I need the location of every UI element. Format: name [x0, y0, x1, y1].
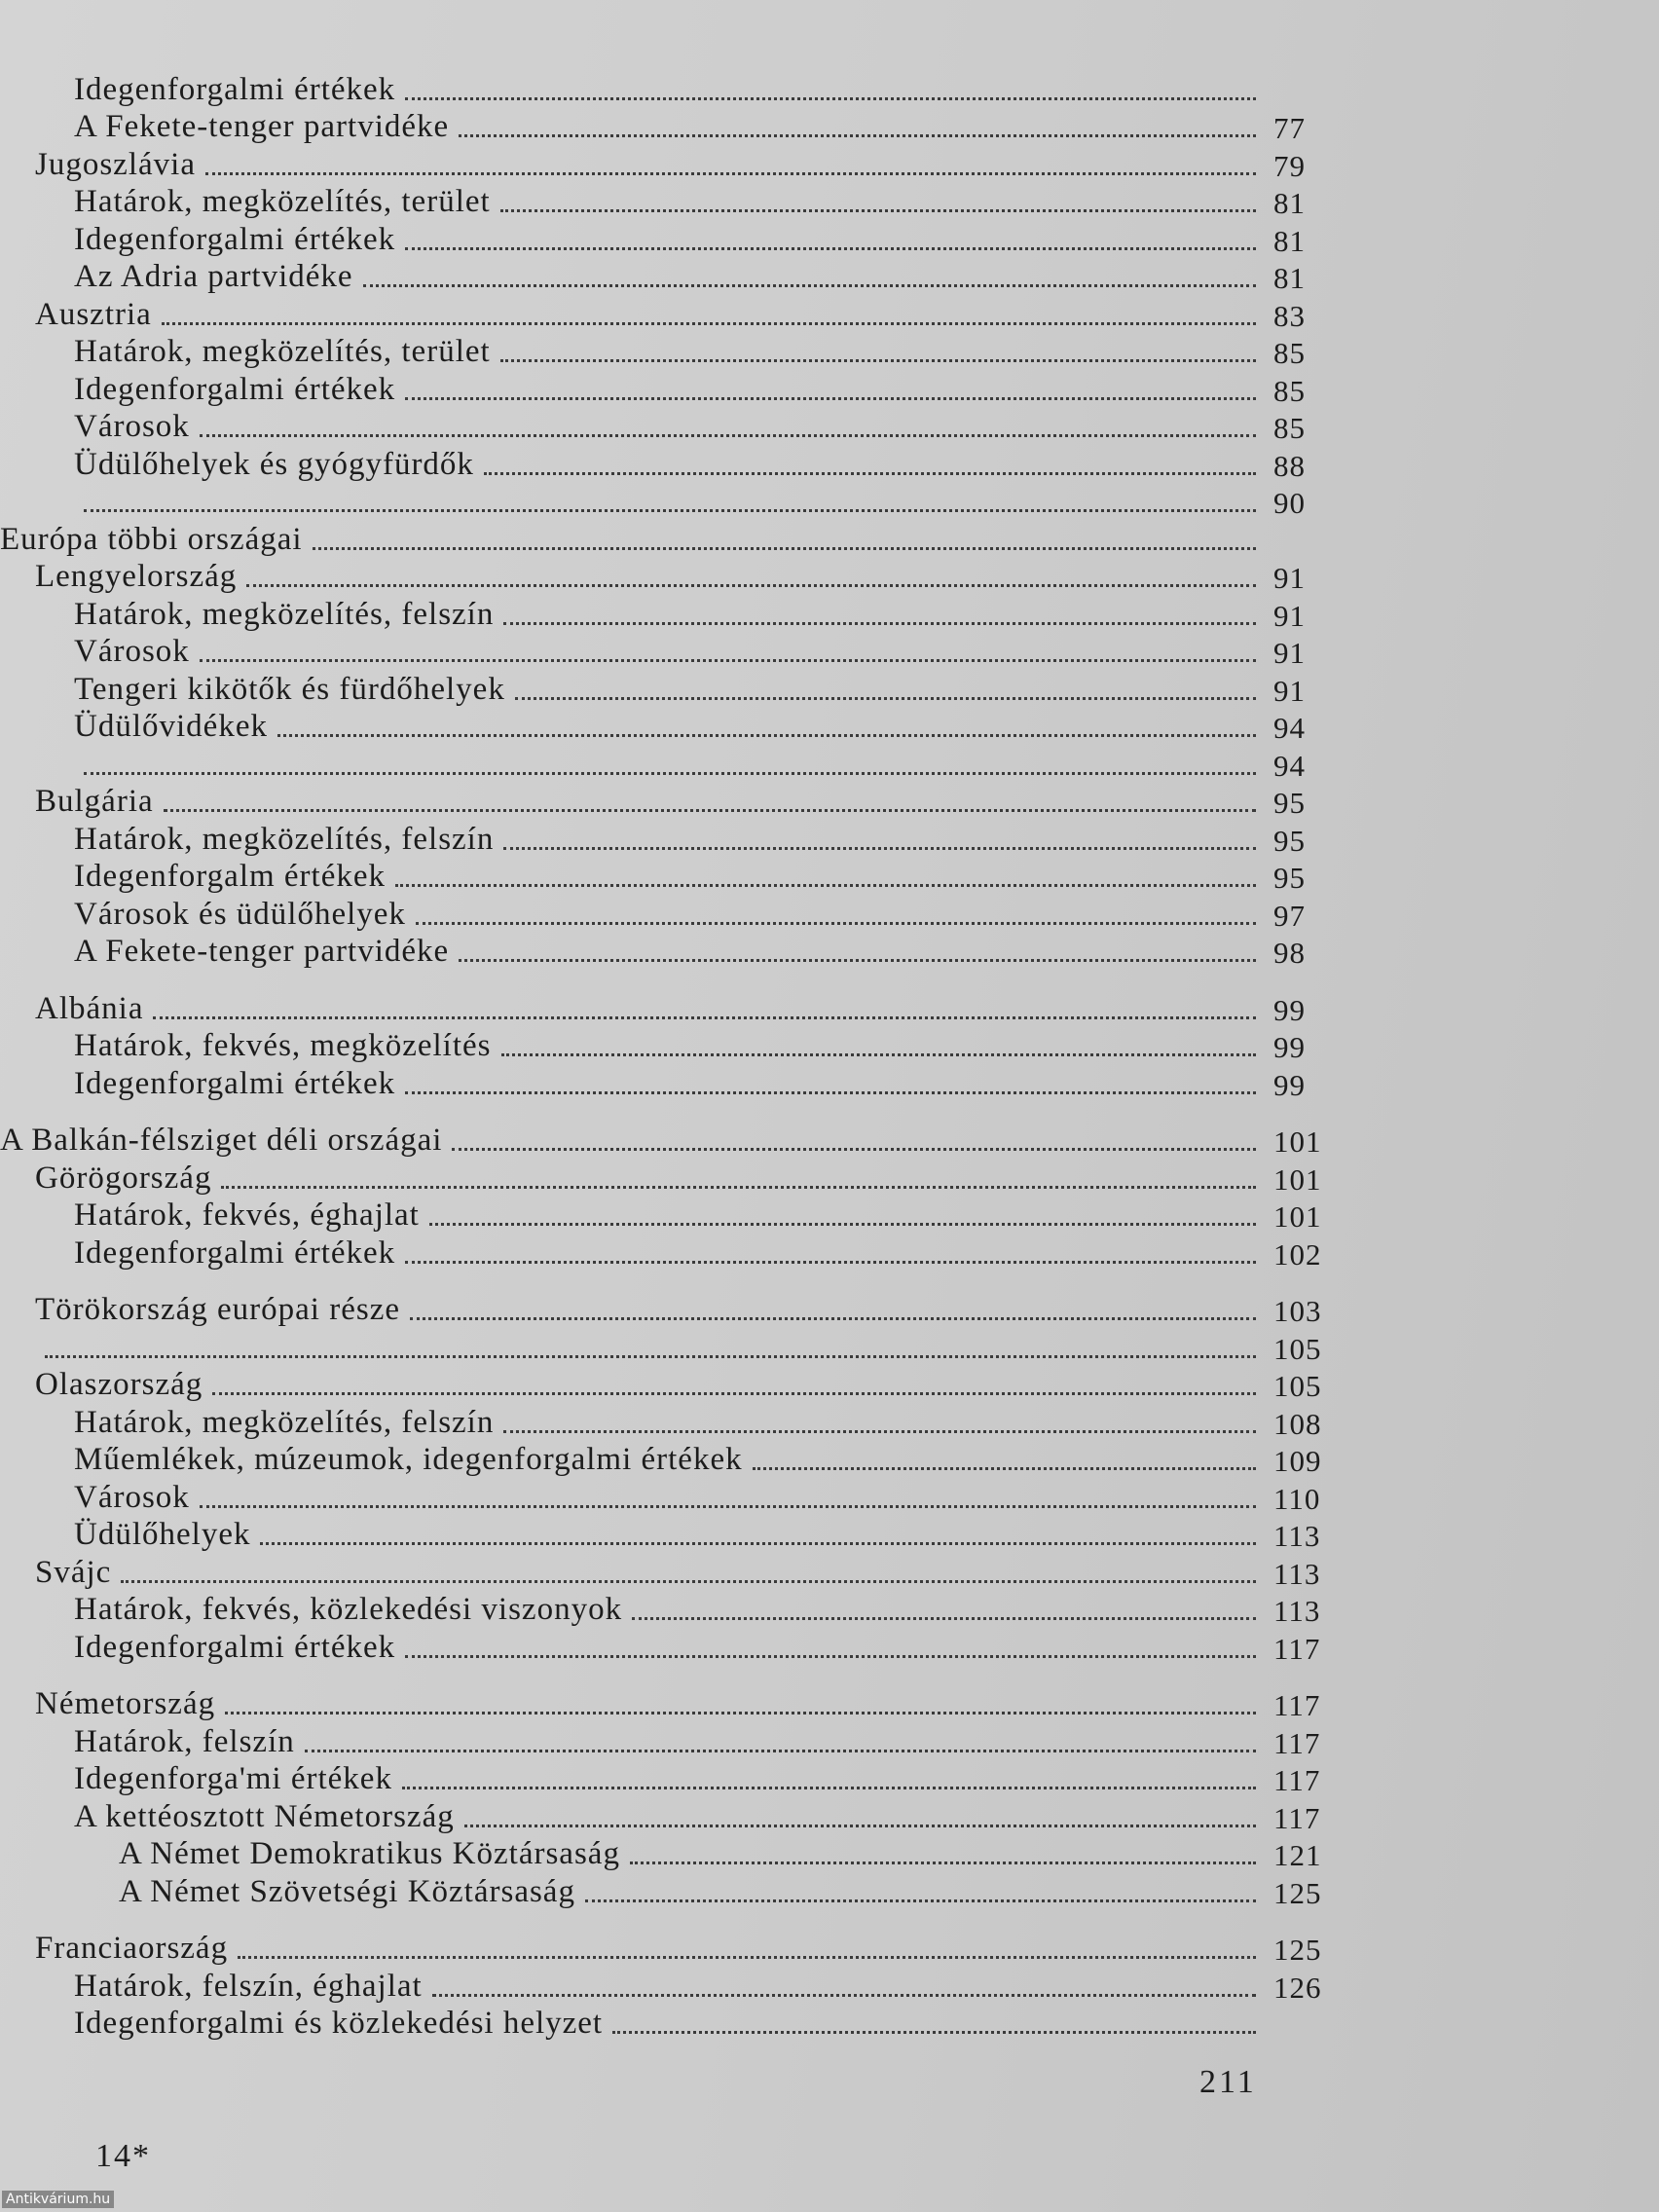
toc-entry	[0, 1795, 1334, 1833]
toc-entry-page-number: 105	[1273, 1331, 1322, 1366]
toc-entry-title: Határok, megközelítés, terület	[74, 334, 491, 369]
toc-entry	[0, 1439, 1334, 1477]
toc-entry-page-number: 117	[1273, 1725, 1321, 1760]
toc-entry	[0, 1626, 1334, 1664]
signature-mark: 14*	[95, 2138, 151, 2174]
toc-entry-title: Városok	[74, 634, 190, 669]
toc-entry-page-number: 126	[1273, 1970, 1322, 2005]
toc-entry-title: Határok, fekvés, éghajlat	[74, 1198, 420, 1233]
toc-entry-page-number: 102	[1273, 1236, 1322, 1272]
toc-entry-title: A Német Szövetségi Köztársaság	[119, 1873, 575, 1909]
dot-leader	[200, 659, 1256, 662]
dot-leader	[405, 1091, 1256, 1094]
toc-entry-title: Olaszország	[35, 1367, 203, 1402]
toc-entry-title: Idegenforgalmi értékek	[74, 71, 396, 107]
toc-entry-title: Idegenforgalm értékek	[74, 859, 386, 894]
toc-entry-title: Ausztria	[35, 296, 152, 332]
dot-leader	[464, 1825, 1256, 1827]
toc-entry	[0, 1289, 1334, 1327]
toc-entry-title: Svájc	[35, 1554, 112, 1590]
toc-entry-title: Határok, fekvés, közlekedési viszonyok	[74, 1592, 623, 1627]
toc-entry-title: Idegenforgalmi értékek	[74, 1235, 396, 1271]
toc-entry-page-number: 94	[1273, 748, 1306, 783]
dot-leader	[753, 1467, 1256, 1470]
toc-entry	[0, 368, 1334, 406]
toc-entry-page-number: 95	[1273, 823, 1306, 858]
dot-leader	[503, 1430, 1256, 1433]
toc-entry	[0, 1833, 1334, 1871]
dot-leader	[225, 1712, 1256, 1714]
toc-entry	[0, 106, 1334, 144]
dot-leader	[503, 622, 1256, 625]
dot-leader	[313, 547, 1256, 550]
dot-leader	[200, 1505, 1256, 1508]
toc-entry	[0, 931, 1334, 969]
toc-entry	[0, 1364, 1334, 1402]
toc-entry-page-number: 125	[1273, 1875, 1322, 1910]
toc-entry-page-number: 121	[1273, 1838, 1322, 1872]
toc-entry-page-number: 88	[1273, 448, 1306, 483]
toc-entry-title: Törökország európai része	[35, 1292, 400, 1327]
toc-entry-title: Üdülővidékek	[74, 709, 268, 744]
dot-leader	[277, 734, 1256, 737]
toc-entry	[0, 181, 1334, 219]
dot-leader	[410, 1317, 1256, 1320]
toc-entry-title: Tengeri kikötők és fürdőhelyek	[74, 671, 505, 707]
toc-entry-title: Jugoszlávia	[35, 146, 196, 182]
dot-leader	[416, 922, 1256, 925]
dot-leader	[429, 1223, 1256, 1226]
toc-entry	[0, 743, 1334, 781]
dot-leader	[515, 697, 1256, 700]
toc-entry	[0, 1514, 1334, 1552]
toc-entry	[0, 593, 1334, 631]
toc-entry-title: Albánia	[35, 990, 144, 1026]
toc-entry-page-number: 81	[1273, 186, 1306, 220]
toc-entry-page-number: 110	[1273, 1481, 1321, 1516]
toc-entry-page-number: 85	[1273, 336, 1306, 370]
toc-entry	[0, 1589, 1334, 1627]
toc-entry-page-number: 98	[1273, 936, 1306, 970]
dot-leader	[405, 247, 1256, 250]
toc-entry	[0, 1120, 1334, 1158]
dot-leader	[153, 1016, 1256, 1019]
toc-entry-page-number: 90	[1273, 486, 1306, 520]
toc-entry	[0, 218, 1334, 256]
toc-entry-page-number: 97	[1273, 898, 1306, 933]
dot-leader	[395, 884, 1256, 887]
dot-leader	[503, 847, 1256, 850]
toc-entry-title: A Balkán-félsziget déli országai	[0, 1123, 443, 1158]
toc-entry-title: Idegenforgalmi és közlekedési helyzet	[74, 2006, 604, 2041]
toc-entry	[0, 331, 1334, 369]
toc-entry	[0, 556, 1334, 594]
toc-entry-title: Európa többi országai	[0, 521, 303, 557]
toc-entry-page-number: 91	[1273, 598, 1306, 633]
toc-entry	[0, 1326, 1334, 1364]
toc-entry-title: Franciaország	[35, 1931, 229, 1966]
toc-entry	[0, 1870, 1334, 1908]
toc-entry-page-number: 117	[1273, 1800, 1321, 1835]
toc-entry-title: Lengyelország	[35, 559, 238, 594]
toc-entry-page-number: 108	[1273, 1406, 1322, 1441]
dot-leader	[500, 359, 1256, 362]
toc-entry-page-number: 117	[1273, 1688, 1321, 1722]
dot-leader	[45, 1355, 1256, 1358]
toc-entry	[0, 1758, 1334, 1796]
toc-entry-page-number: 109	[1273, 1444, 1322, 1478]
dot-leader	[405, 97, 1256, 100]
toc-entry	[0, 481, 1334, 519]
toc-entry-title: Határok, felszín	[74, 1723, 295, 1759]
toc-entry	[0, 1062, 1334, 1100]
toc-entry	[0, 706, 1334, 744]
toc-entry	[0, 293, 1334, 331]
dot-leader	[212, 1392, 1256, 1395]
toc-entry-title: Városok	[74, 409, 190, 444]
toc-entry-page-number: 101	[1273, 1124, 1322, 1159]
toc-entry	[0, 1195, 1334, 1233]
toc-entry-title: Határok, megközelítés, terület	[74, 184, 491, 219]
toc-entry-page-number: 101	[1273, 1161, 1322, 1197]
dot-leader	[484, 472, 1256, 475]
dot-leader	[632, 1617, 1256, 1620]
toc-entry	[0, 1025, 1334, 1063]
dot-leader	[246, 584, 1256, 587]
dot-leader	[432, 1994, 1256, 1997]
dot-leader	[500, 209, 1256, 212]
dot-leader	[405, 1655, 1256, 1658]
dot-leader	[305, 1750, 1256, 1752]
toc-entry-page-number: 101	[1273, 1199, 1322, 1234]
toc-entry-title: Idegenforgalmi értékek	[74, 1065, 396, 1101]
toc-entry-page-number: 91	[1273, 561, 1306, 595]
toc-entry-page-number: 99	[1273, 1030, 1306, 1064]
dot-leader	[612, 2031, 1256, 2034]
dot-leader	[221, 1186, 1256, 1189]
toc-entry-page-number: 105	[1273, 1369, 1322, 1403]
dot-leader	[405, 1261, 1256, 1264]
dot-leader	[121, 1580, 1256, 1583]
toc-entry-page-number: 79	[1273, 148, 1306, 183]
dot-leader	[585, 1899, 1256, 1902]
toc-entry-title: Határok, fekvés, megközelítés	[74, 1028, 492, 1063]
toc-entry-title: Városok	[74, 1479, 190, 1515]
toc-entry-title: Határok, megközelítés, felszín	[74, 821, 495, 857]
toc-entry-title: Az Adria partvidéke	[74, 259, 353, 294]
dot-leader	[205, 172, 1256, 175]
dot-leader	[459, 959, 1256, 962]
toc-entry	[0, 443, 1334, 481]
toc-entry	[0, 1476, 1334, 1514]
watermark: Antikvárium.hu	[2, 2191, 114, 2208]
toc-entry	[0, 1232, 1334, 1270]
toc-entry-title: Bulgária	[35, 784, 154, 819]
dot-leader	[260, 1542, 1256, 1545]
toc-entry-page-number: 94	[1273, 711, 1306, 745]
toc-entry	[0, 256, 1334, 294]
toc-entry-title: A Fekete-tenger partvidéke	[74, 934, 450, 969]
toc-entry-page-number: 95	[1273, 861, 1306, 895]
toc-entry-title: Üdülőhelyek	[74, 1517, 251, 1552]
toc-entry-title: Idegenforga'mi értékek	[74, 1761, 392, 1796]
toc-entry	[0, 1551, 1334, 1589]
toc-entry	[0, 1928, 1334, 1966]
toc-entry-title: Idegenforgalmi értékek	[74, 1629, 396, 1665]
toc-entry-page-number: 77	[1273, 111, 1306, 145]
toc-entry	[0, 2003, 1334, 2041]
toc-entry-title: Határok, megközelítés, felszín	[74, 1404, 495, 1440]
dot-leader	[84, 509, 1256, 512]
toc-entry	[0, 1157, 1334, 1195]
dot-leader	[238, 1956, 1256, 1959]
toc-entry-title: Határok, megközelítés, felszín	[74, 596, 495, 632]
toc-entry-page-number: 113	[1273, 1519, 1321, 1553]
toc-entry	[0, 987, 1334, 1025]
dot-leader	[402, 1787, 1256, 1789]
toc-entry-page-number: 113	[1273, 1556, 1321, 1591]
toc-entry	[0, 68, 1334, 106]
toc-entry-title: Üdülőhelyek és gyógyfürdők	[74, 446, 474, 482]
toc-entry-title: Határok, felszín, éghajlat	[74, 1968, 423, 2004]
toc-entry-title: Idegenforgalmi értékek	[74, 371, 396, 407]
toc-entry-page-number: 83	[1273, 298, 1306, 333]
dot-leader	[164, 809, 1256, 812]
dot-leader	[363, 284, 1256, 287]
toc-entry	[0, 818, 1334, 856]
toc-entry-page-number: 81	[1273, 261, 1306, 295]
toc-entry	[0, 1683, 1334, 1721]
toc-entry-title: A Német Demokratikus Köztársaság	[119, 1836, 620, 1871]
dot-leader	[452, 1148, 1256, 1151]
toc-entry	[0, 1720, 1334, 1758]
page-number: 211	[1199, 2064, 1257, 2100]
toc-entry	[0, 406, 1334, 444]
toc-entry-page-number: 103	[1273, 1294, 1322, 1328]
toc-entry-title: Görögország	[35, 1160, 212, 1196]
toc-entry-page-number: 85	[1273, 373, 1306, 408]
toc-entry-title: Németország	[35, 1686, 216, 1721]
toc-entry-page-number: 91	[1273, 673, 1306, 708]
toc-entry	[0, 631, 1334, 669]
toc-entry-page-number: 85	[1273, 411, 1306, 445]
toc-entry-page-number: 117	[1273, 1763, 1321, 1797]
toc-entry-title: A kettéosztott Németország	[74, 1798, 455, 1834]
toc-entry-page-number: 99	[1273, 1067, 1306, 1102]
toc-entry	[0, 856, 1334, 894]
toc-entry-page-number: 117	[1273, 1631, 1321, 1666]
toc-entry-page-number: 99	[1273, 992, 1306, 1027]
toc-entry-page-number: 81	[1273, 223, 1306, 258]
toc-entry	[0, 1965, 1334, 2003]
dot-leader	[162, 322, 1256, 325]
dot-leader	[84, 772, 1256, 775]
toc-entry-page-number: 113	[1273, 1594, 1321, 1628]
toc-entry-page-number: 95	[1273, 786, 1306, 820]
dot-leader	[405, 397, 1256, 400]
dot-leader	[459, 134, 1256, 137]
dot-leader	[200, 434, 1256, 437]
dot-leader	[630, 1862, 1256, 1864]
toc-entry	[0, 518, 1334, 556]
toc-entry	[0, 143, 1334, 181]
toc-entry-title: Műemlékek, múzeumok, idegenforgalmi értékek	[74, 1442, 743, 1477]
toc-entry-title: Városok és üdülőhelyek	[74, 896, 406, 932]
dot-leader	[501, 1053, 1256, 1056]
toc-entry	[0, 893, 1334, 931]
toc-entry	[0, 781, 1334, 819]
toc-entry	[0, 1401, 1334, 1439]
toc-entry-title: A Fekete-tenger partvidéke	[74, 109, 450, 144]
toc-entry	[0, 668, 1334, 706]
toc-entry-page-number: 125	[1273, 1933, 1322, 1967]
table-of-contents	[0, 68, 1334, 2040]
toc-entry-page-number: 91	[1273, 636, 1306, 670]
toc-entry-title: Idegenforgalmi értékek	[74, 221, 396, 257]
